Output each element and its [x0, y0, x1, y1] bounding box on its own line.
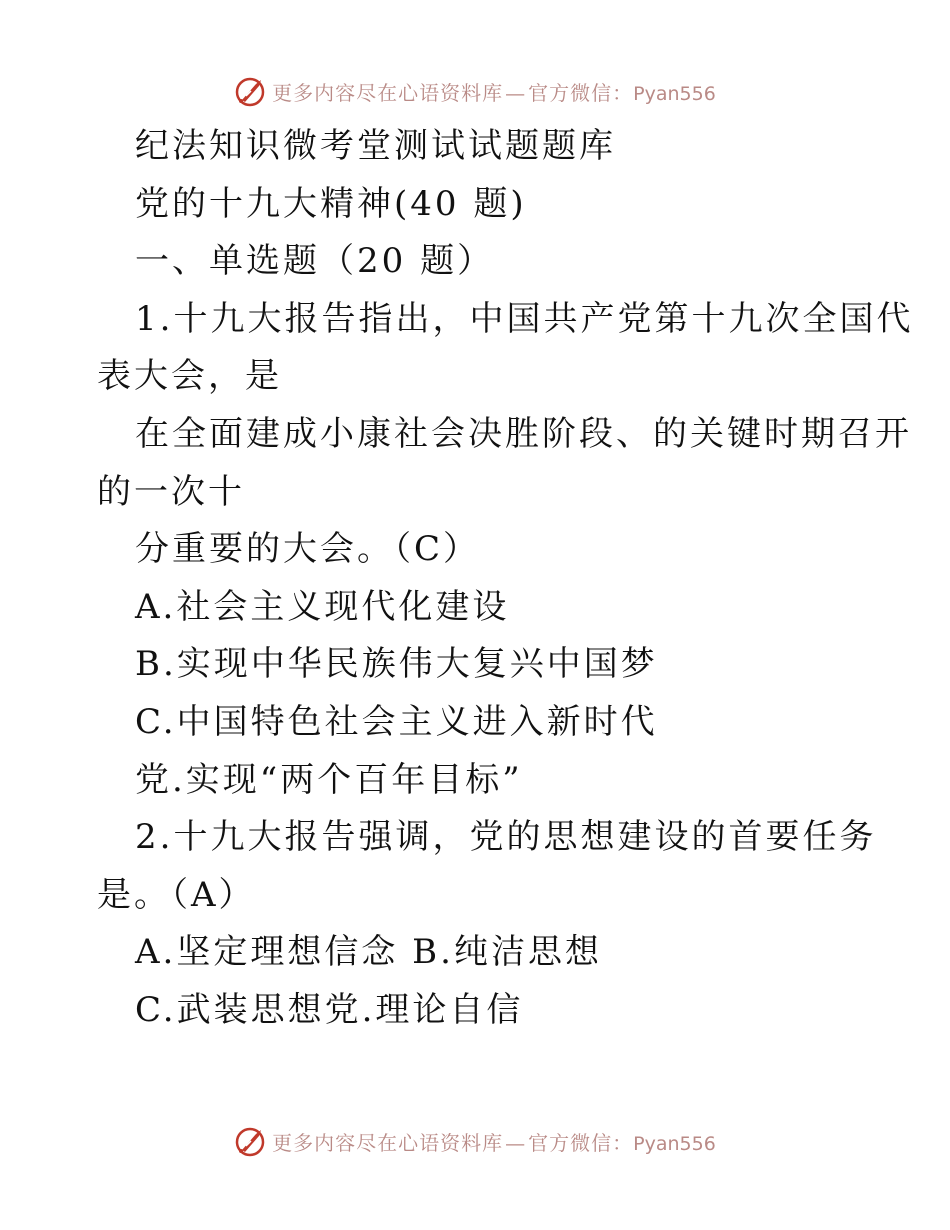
- question-stem-line: 是。（A）: [97, 874, 256, 915]
- question-option: A.社会主义现代化建设: [135, 586, 510, 627]
- question-option: A.坚定理想信念 B.纯洁思想: [135, 932, 602, 973]
- question-option: 党.实现“两个百年目标”: [135, 759, 523, 800]
- section-heading: 党的十九大精神(40 题): [135, 183, 527, 224]
- question-stem-line: 1.十九大报告指出，中国共产党第十九次全国代: [135, 298, 914, 339]
- pen-nib-logo-icon: [234, 74, 268, 108]
- banner-contact-value: Pyan556: [633, 82, 716, 105]
- document-body: [97, 118, 914, 1040]
- question-1: [97, 291, 914, 809]
- footer-banner: [0, 1121, 950, 1161]
- question-option: C.武装思想党.理论自信: [135, 989, 524, 1030]
- banner-slogan: 更多内容尽在心语资料库: [272, 80, 504, 105]
- banner-text: [272, 77, 716, 106]
- banner-contact-label: 官方微信：: [528, 80, 634, 105]
- header-banner: [0, 71, 950, 111]
- question-stem-line: 表大会，是: [97, 356, 282, 397]
- banner-dash: —: [505, 1130, 527, 1155]
- subsection-heading: 一、单选题（20 题）: [135, 241, 495, 282]
- question-stem-line: 的一次十: [97, 471, 245, 512]
- question-option: B.实现中华民族伟大复兴中国梦: [135, 644, 658, 685]
- banner-slogan: 更多内容尽在心语资料库: [272, 1130, 504, 1155]
- pen-nib-logo-icon: [234, 1124, 268, 1158]
- banner-text: [272, 1127, 716, 1156]
- question-2: [97, 809, 877, 1039]
- question-stem-line: 在全面建成小康社会决胜阶段、的关键时期召开: [135, 413, 912, 454]
- banner-contact-label: 官方微信：: [528, 1130, 634, 1155]
- banner-contact-value: Pyan556: [633, 1132, 716, 1155]
- banner-dash: —: [505, 80, 527, 105]
- question-stem-line: 分重要的大会。（C）: [135, 529, 481, 570]
- document-title: 纪法知识微考堂测试试题题库: [135, 126, 616, 166]
- question-stem-line: 2.十九大报告强调，党的思想建设的首要任务: [135, 817, 877, 858]
- question-option: C.中国特色社会主义进入新时代: [135, 701, 658, 742]
